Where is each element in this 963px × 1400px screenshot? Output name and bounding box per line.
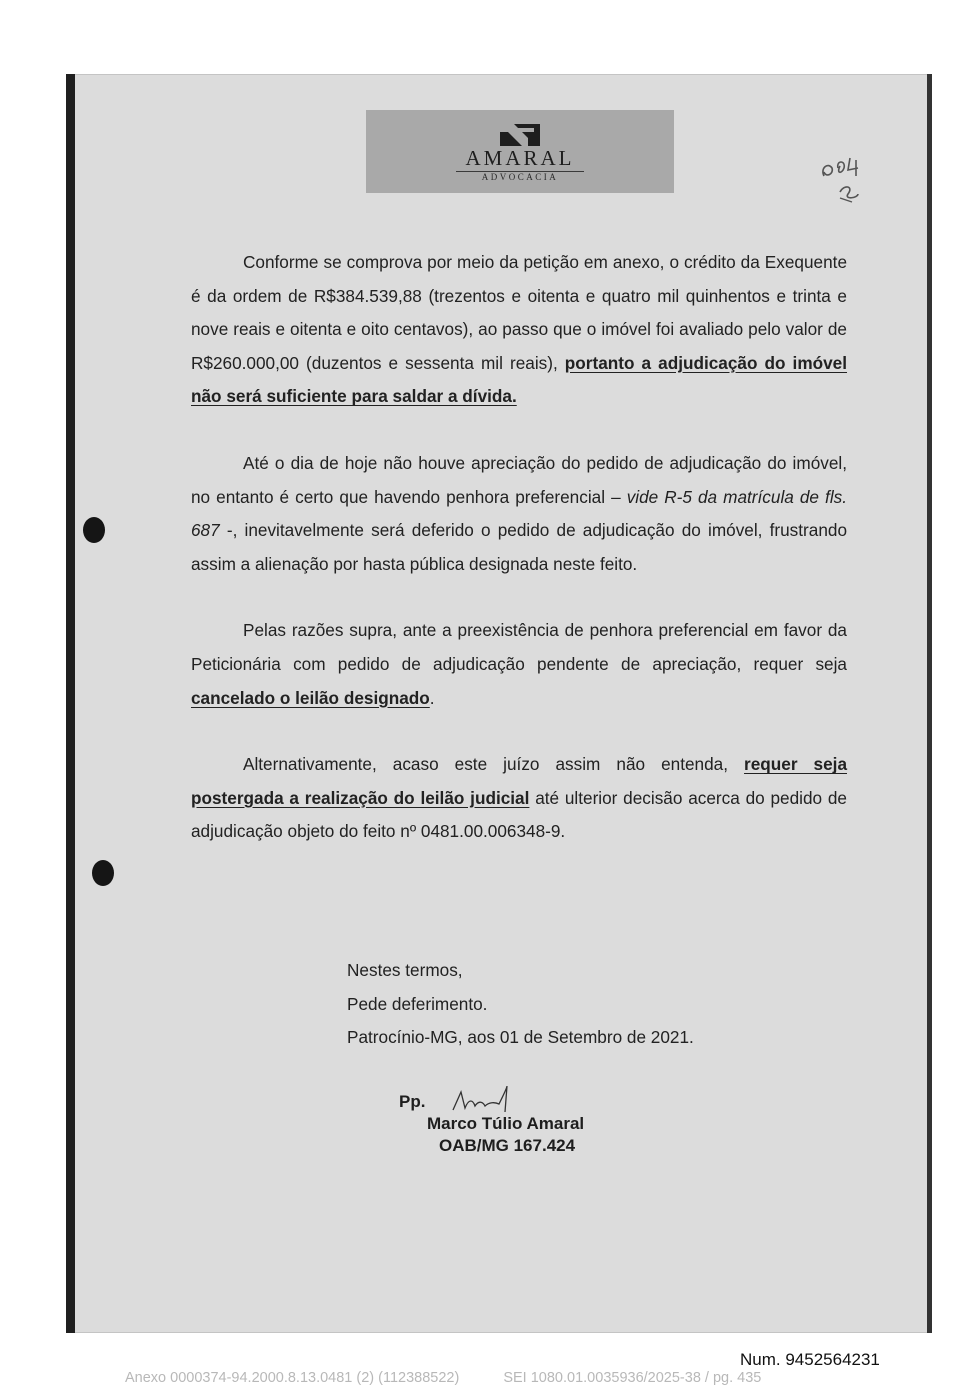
closing-line: Nestes termos, <box>347 960 463 980</box>
annex-reference: Anexo 0000374-94.2000.8.13.0481 (2) (112388522) <box>125 1370 460 1386</box>
handwritten-signature <box>451 1084 515 1114</box>
paragraph-request-cancel: Pelas razões supra, ante a preexistência de penhora preferencial em favor da Peticionária com pedido de adjudicação pendente de apreciação, requer seja cancelado o leilão designado. <box>191 620 847 708</box>
closing-line: Pede deferimento. <box>347 993 488 1014</box>
punch-hole <box>83 517 105 543</box>
place-date: Patrocínio-MG, aos 01 de Setembro de 2021. <box>347 1027 694 1048</box>
scan-left-edge <box>66 74 75 1333</box>
signer-oab: OAB/MG 167.424 <box>439 1136 576 1155</box>
paragraph-alternative-request: Alternativamente, acaso este juízo assim não entenda, requer seja postergada a realização do leilão judicial até ulterior decisão acerca do pedido de adjudicação objeto do feito nº 0481.00.006348-9. <box>191 754 847 842</box>
firm-name: AMARAL <box>465 146 575 170</box>
paragraph-adjudication: Até o dia de hoje não houve apreciação do pedido de adjudicação do imóvel, no entanto é certo que havendo penhora preferencial – vide R-5 da matrícula de fls. 687 -, inevitavelmente será deferido o pedido de adjudicação do imóvel, frustrando assim a alienação por hasta pública designada neste feito. <box>191 452 848 574</box>
firm-subtitle: ADVOCACIA <box>481 172 559 182</box>
footer-watermark <box>125 1370 801 1386</box>
amaral-logo-mark-icon <box>500 124 540 146</box>
signer-name: Marco Túlio Amaral <box>427 1114 585 1133</box>
letterhead-logo <box>366 110 674 193</box>
petition-body <box>191 246 847 882</box>
sei-reference: SEI 1080.01.0035936/2025-38 / pg. 435 <box>503 1370 762 1386</box>
paragraph-credit: Conforme se comprova por meio da petição em anexo, o crédito da Exequente é da ordem de R$384.539,88 (trezentos e oitenta e quatro mil quinhentos e trinta e nove reais e oitenta e oito centavos), ao passo que o imóvel foi avaliado pelo valor de R$260.000,00 (duzentos e sessenta mil reais), portanto a adjudicação do imóvel não será suficiente para saldar a dívida. <box>191 252 848 407</box>
scanned-page <box>66 74 932 1333</box>
scan-right-edge <box>927 74 932 1333</box>
closing-block <box>347 954 694 1055</box>
signature-prefix: Pp. <box>399 1092 426 1111</box>
document-number: Num. 9452564231 <box>740 1350 880 1369</box>
handwritten-folio-number <box>818 154 878 206</box>
punch-hole <box>92 860 114 886</box>
